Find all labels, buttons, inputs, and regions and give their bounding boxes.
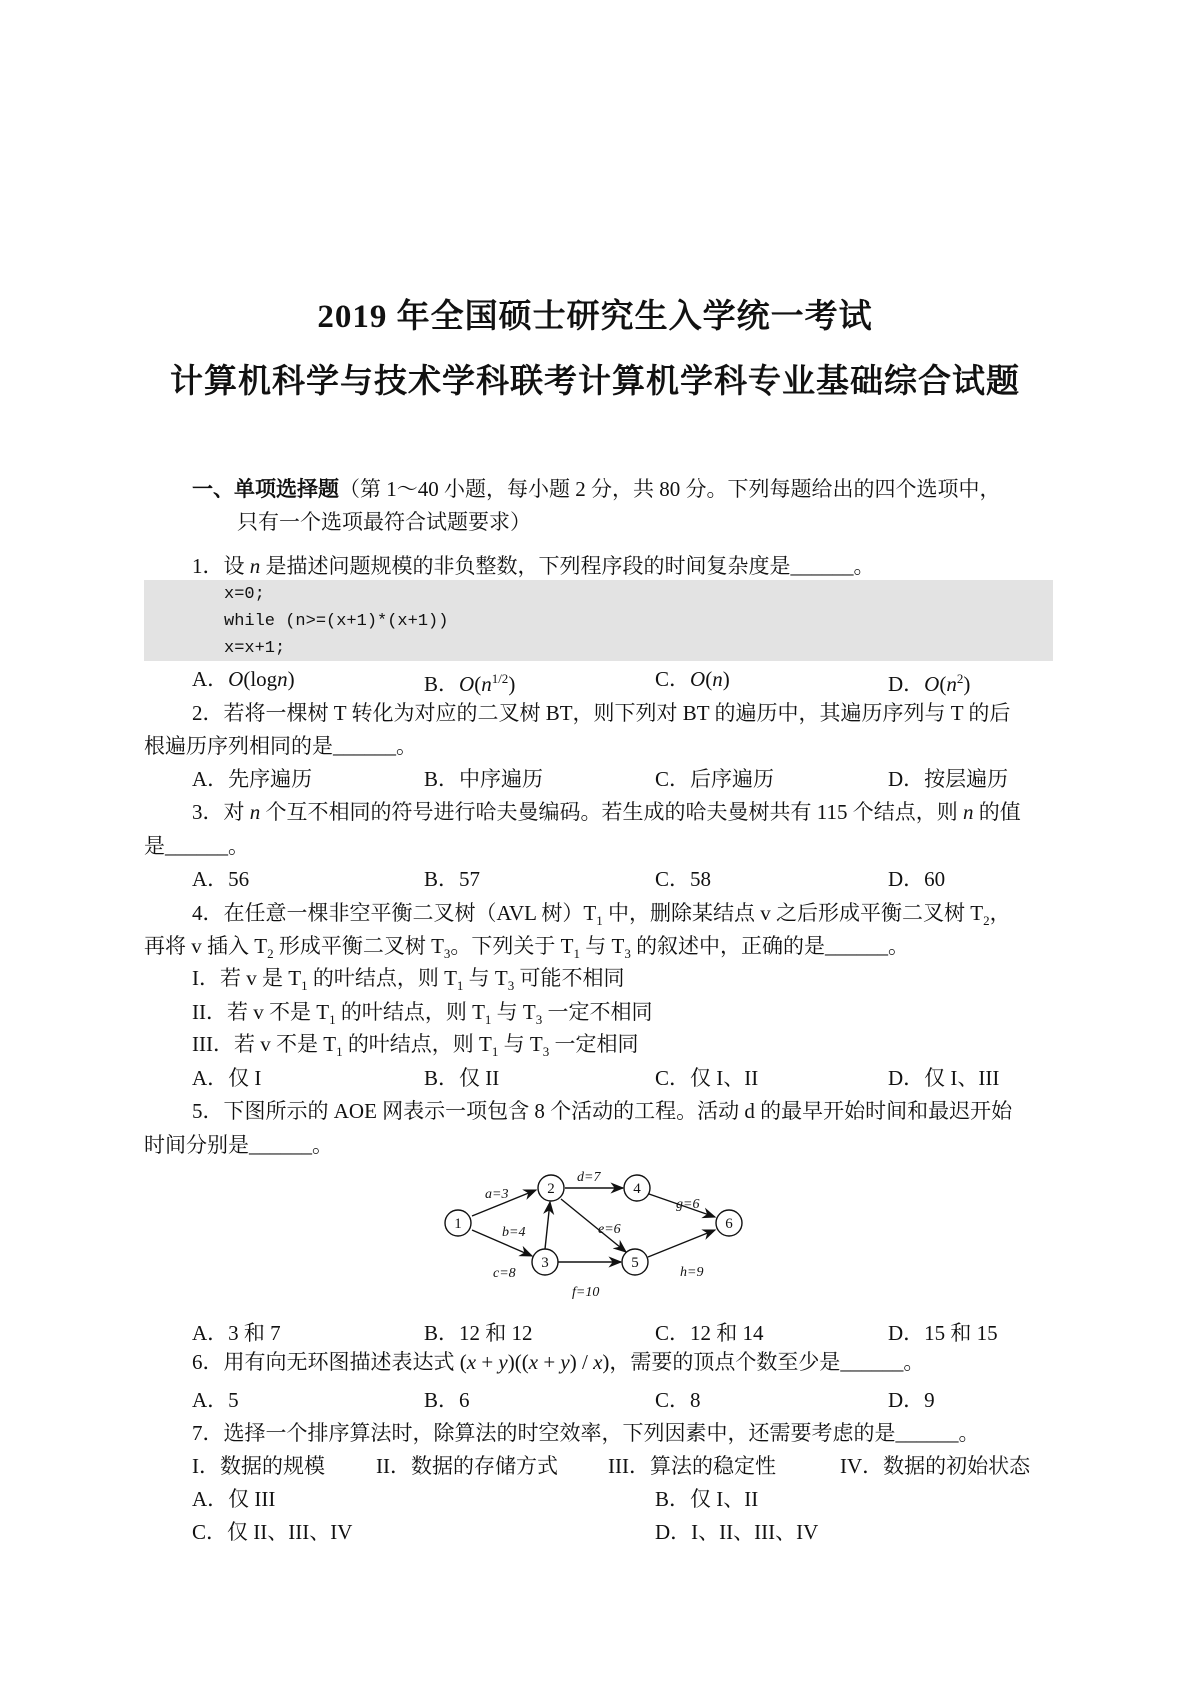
option-item: [888, 866, 945, 892]
text-run: 与 T: [579, 934, 625, 958]
option-item: [192, 1453, 325, 1479]
text-run: C．12 和 14: [655, 1321, 764, 1345]
question-line: [192, 553, 875, 579]
question-line: [192, 1098, 1012, 1124]
option-item: [192, 866, 249, 892]
text-run: IV．数据的初始状态: [840, 1454, 1031, 1478]
options-row: [192, 1453, 1092, 1479]
option-item: [424, 666, 515, 697]
text-run: II．数据的存储方式: [376, 1454, 558, 1478]
text-run: II．若 v 不是 T: [192, 1000, 330, 1024]
option-item: [192, 1320, 281, 1346]
text-run: 5．下图所示的 AOE 网表示一项包含 8 个活动的工程。活动 d 的最早开始时间和最迟开始: [192, 1099, 1013, 1123]
text-run: A．先序遍历: [192, 767, 313, 791]
option-item: [655, 1519, 818, 1545]
option-item: [192, 666, 295, 692]
math-variable: x: [593, 1350, 603, 1374]
text-run: (: [939, 672, 947, 696]
option-item: [888, 1065, 999, 1091]
exam-subtitle: 计算机科学与技术学科联考计算机学科专业基础综合试题: [170, 364, 1020, 400]
subscript: 1: [573, 946, 580, 962]
text-run: A．: [192, 667, 229, 691]
question-line: [144, 833, 249, 859]
text-run: A．3 和 7: [192, 1321, 281, 1345]
svg-text:3: 3: [541, 1255, 549, 1271]
text-run: 2．若将一棵树 T 转化为对应的二叉树 BT，则下列对 BT 的遍历中，其遍历序列与 T 的后: [192, 701, 1011, 725]
option-item: [888, 1387, 935, 1413]
text-run: 中，删除某结点 v 之后形成平衡二叉树 T: [602, 901, 984, 925]
text-run: 一定相同: [549, 1032, 639, 1056]
text-run: A．仅 III: [192, 1487, 276, 1511]
math-variable: x: [528, 1350, 539, 1374]
text-run: D．9: [888, 1388, 935, 1412]
text-run: (: [474, 672, 482, 696]
text-run: B．: [424, 672, 460, 696]
math-variable: n: [249, 800, 261, 824]
edge-label-g: g=6: [676, 1197, 700, 1212]
text-run: )((: [507, 1350, 529, 1374]
text-run: B．12 和 12: [424, 1321, 533, 1345]
text-run: 形成平衡二叉树 T: [273, 934, 444, 958]
options-row: [192, 666, 1092, 696]
text-run: 可能不相同: [514, 966, 625, 990]
option-item: [655, 766, 774, 792]
text-run: C．: [655, 667, 691, 691]
option-item: [655, 1320, 764, 1346]
node-1: [445, 1210, 471, 1236]
text-run: C．8: [655, 1388, 701, 1412]
option-item: [376, 1453, 558, 1479]
option-item: [655, 666, 730, 692]
text-run: C．仅 I、II: [655, 1066, 759, 1090]
aoe-network-figure: [430, 1160, 770, 1305]
edge-label-f: f=10: [572, 1285, 600, 1300]
options-row: [192, 1486, 1092, 1512]
math-variable: y: [498, 1350, 508, 1374]
option-item: [192, 1387, 239, 1413]
svg-text:6: 6: [725, 1216, 733, 1232]
math-variable: O: [690, 667, 706, 691]
text-run: I．若 v 是 T: [192, 966, 302, 990]
subscript: 1: [484, 1012, 492, 1028]
question-line: [144, 933, 909, 967]
svg-text:1: 1: [454, 1216, 462, 1232]
text-run: 的叶结点，则 T: [307, 966, 457, 990]
text-run: ) /: [569, 1350, 594, 1374]
option-item: [424, 1320, 533, 1346]
edge-h: [648, 1230, 715, 1257]
text-run: B．中序遍历: [424, 767, 544, 791]
options-row: [192, 1065, 1092, 1091]
superscript: 2: [956, 671, 964, 686]
question-line: [192, 1031, 638, 1065]
text-run: 的叶结点，则 T: [335, 1000, 485, 1024]
option-item: [888, 766, 1008, 792]
text-run: 一定不相同: [542, 1000, 653, 1024]
text-run: 与 T: [498, 1032, 543, 1056]
edge-label-a: a=3: [485, 1187, 509, 1202]
section-header: [192, 476, 1001, 502]
math-variable: y: [560, 1350, 570, 1374]
math-variable: n: [249, 554, 261, 578]
subscript: 1: [336, 1044, 343, 1060]
math-variable: x: [466, 1350, 477, 1374]
exam-title: 2019 年全国硕士研究生入学统一考试: [317, 299, 873, 335]
option-item: [608, 1453, 776, 1479]
text-run: 根遍历序列相同的是______。: [144, 734, 417, 758]
question-line: [144, 733, 417, 759]
text-run: D．I、II、III、IV: [655, 1520, 819, 1544]
edge-label-c: c=8: [493, 1266, 516, 1281]
text-run: B．6: [424, 1388, 470, 1412]
question-line: [192, 999, 652, 1033]
text-run: 。下列关于 T: [450, 934, 574, 958]
options-row: [192, 866, 1092, 892]
text-run: A．56: [192, 867, 250, 891]
question-line: [192, 700, 1010, 726]
edge-label-b: b=4: [502, 1225, 526, 1240]
node-5: [622, 1249, 648, 1275]
svg-text:5: 5: [631, 1255, 639, 1271]
node-6: [716, 1210, 742, 1236]
subscript: 1: [301, 978, 308, 994]
option-item: [192, 1519, 352, 1545]
subscript: 1: [491, 1044, 499, 1060]
text-run: A．仅 I: [192, 1066, 262, 1090]
text-run: D．按层遍历: [888, 767, 1009, 791]
text-run: D．15 和 15: [888, 1321, 998, 1345]
text-run: 7．选择一个排序算法时，除算法的时空效率，下列因素中，还需要考虑的是______。: [192, 1421, 980, 1445]
code-line: x=0;: [224, 585, 265, 604]
text-run: 与 T: [463, 966, 508, 990]
text-run: 的值: [973, 800, 1021, 824]
options-row: [192, 1387, 1092, 1413]
text-run: 再将 v 插入 T: [144, 934, 268, 958]
option-item: [888, 1320, 998, 1346]
text-run: +: [476, 1350, 499, 1374]
text-run: ，: [989, 901, 1011, 925]
edge-label-h: h=9: [680, 1265, 704, 1280]
text-run: +: [538, 1350, 561, 1374]
option-item: [655, 1486, 758, 1512]
option-item: [192, 1065, 261, 1091]
text-run: D．60: [888, 867, 946, 891]
math-variable: O: [228, 667, 244, 691]
math-variable: n: [277, 667, 288, 691]
question-line: [192, 1420, 980, 1446]
text-run: 的叶结点，则 T: [342, 1032, 492, 1056]
text-run: B．57: [424, 867, 481, 891]
text-run: 3．对: [192, 800, 250, 824]
subscript: 3: [624, 946, 631, 962]
edge-label-e: e=6: [598, 1222, 621, 1237]
option-item: [655, 1387, 701, 1413]
text-run: ): [963, 672, 971, 696]
code-line: x=x+1;: [224, 639, 286, 658]
text-run: B．仅 II: [424, 1066, 500, 1090]
text-run: 4．在任意一棵非空平衡二叉树（AVL 树）T: [192, 901, 597, 925]
text-run: III．若 v 不是 T: [192, 1032, 337, 1056]
text-run: A．5: [192, 1388, 239, 1412]
option-item: [655, 866, 711, 892]
subscript: 3: [507, 978, 515, 994]
superscript: 1/2: [491, 671, 509, 686]
text-run: )，需要的顶点个数至少是______。: [602, 1350, 925, 1374]
option-item: [840, 1453, 1030, 1479]
text-run: B．仅 I、II: [655, 1487, 759, 1511]
math-variable: n: [946, 672, 957, 696]
svg-text:2: 2: [547, 1181, 555, 1197]
text-run: (log: [243, 667, 278, 691]
text-run: III．算法的稳定性: [608, 1454, 776, 1478]
text-run: C．仅 II、III、IV: [192, 1520, 353, 1544]
text-run: D．: [888, 672, 925, 696]
option-item: [424, 766, 543, 792]
text-run: ): [287, 667, 295, 691]
text-run: C．58: [655, 867, 712, 891]
node-4: [624, 1175, 650, 1201]
option-item: [192, 1486, 275, 1512]
text-run: 是描述问题规模的非负整数，下列程序段的时间复杂度是______。: [260, 554, 875, 578]
options-row: [192, 1519, 1092, 1545]
code-block: [144, 580, 1053, 661]
math-variable: O: [924, 672, 940, 696]
text-run: ): [508, 672, 516, 696]
subscript: 2: [267, 946, 274, 962]
code-line: while (n>=(x+1)*(x+1)): [224, 612, 449, 631]
text-run: C．后序遍历: [655, 767, 775, 791]
subscript: 1: [329, 1012, 336, 1028]
text-run: 是______。: [144, 834, 249, 858]
question-line: [192, 900, 1011, 934]
text-run: 时间分别是______。: [144, 1133, 333, 1157]
options-row: [192, 1320, 1092, 1346]
text-run: (: [705, 667, 713, 691]
math-variable: n: [962, 800, 974, 824]
option-item: [655, 1065, 758, 1091]
text-run: 的叙述中，正确的是______。: [630, 934, 910, 958]
subscript: 3: [542, 1044, 550, 1060]
question-line: [192, 799, 1021, 825]
math-variable: n: [481, 672, 492, 696]
question-line: [192, 965, 624, 999]
text-run: I．数据的规模: [192, 1454, 325, 1478]
text-run: 1．设: [192, 554, 250, 578]
svg-text:4: 4: [633, 1181, 641, 1197]
text-run: 6．用有向无环图描述表达式 (: [192, 1350, 467, 1374]
edge-label-d: d=7: [577, 1170, 601, 1185]
text-run: 与 T: [491, 1000, 536, 1024]
text-run: ): [722, 667, 730, 691]
subscript: 3: [535, 1012, 543, 1028]
section-heading: 一、单项选择题: [192, 477, 339, 501]
option-item: [192, 766, 312, 792]
section-description-2: 只有一个选项最符合试题要求）: [237, 510, 531, 534]
subscript: 1: [456, 978, 464, 994]
subscript: 2: [983, 913, 990, 929]
option-item: [888, 666, 970, 697]
subscript: 3: [443, 946, 451, 962]
node-3: [532, 1249, 558, 1275]
edge-b: [545, 1202, 550, 1249]
text-run: 个互不相同的符号进行哈夫曼编码。若生成的哈夫曼树共有 115 个结点，则: [260, 800, 963, 824]
subscript: 1: [596, 913, 603, 929]
section-description: （第 1～40 小题，每小题 2 分，共 80 分。下列每题给出的四个选项中，: [339, 477, 1001, 501]
option-item: [424, 866, 480, 892]
math-variable: O: [459, 672, 475, 696]
option-item: [424, 1387, 470, 1413]
options-row: [192, 766, 1092, 792]
question-line: [192, 1349, 924, 1375]
node-2: [538, 1175, 564, 1201]
math-variable: n: [712, 667, 723, 691]
option-item: [424, 1065, 499, 1091]
question-line: [144, 1132, 333, 1158]
text-run: D．仅 I、III: [888, 1066, 1000, 1090]
